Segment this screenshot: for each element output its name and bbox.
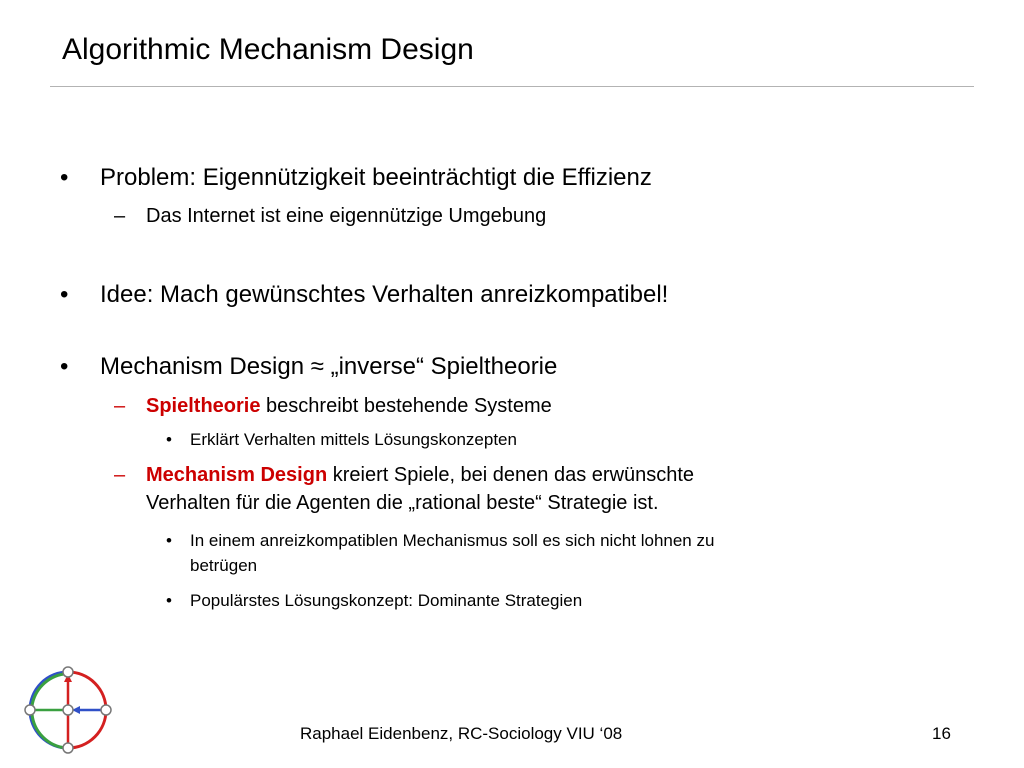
title-divider [50,86,974,87]
sub-bullet-rest: kreiert Spiele, bei denen das erwünschte [327,464,695,486]
logo-arc-red-top [68,672,106,710]
logo-arc-red-bottom [68,710,106,748]
bullet-text: Idee: Mach gewünschtes Verhalten anreizkompatibel! [100,281,669,308]
logo-arc-green [32,714,66,748]
logo-arc-blue-top [30,672,68,710]
sub-sub-bullet-text: In einem anreizkompatiblen Mechanismus soll es sich nicht lohnen zu [190,531,715,550]
bullet-marker: • [60,281,69,308]
page-number: 16 [932,724,951,743]
bullet-marker: • [166,531,172,550]
logo-node-right [101,705,111,715]
bullet-text: Problem: Eigennützigkeit beeinträchtigt die Effizienz [100,164,652,191]
logo-node-bottom [63,743,73,753]
sub-sub-bullet-continuation: betrügen [190,556,258,575]
sub-bullet-rest: beschreibt bestehende Systeme [260,395,552,417]
bullet-marker: • [60,353,69,380]
logo-node-center [63,705,73,715]
sub-bullet-continuation: Verhalten für die Agenten die „rational beste“ Strategie ist. [146,492,659,514]
dash-marker: – [114,395,126,417]
footer-author: Raphael Eidenbenz, RC-Sociology VIU ‘08 [300,724,623,743]
sub-bullet-text: Das Internet ist eine eigennützige Umgebung [146,205,547,227]
sub-sub-bullet-text: Erklärt Verhalten mittels Lösungskonzepten [190,430,517,449]
bullet-marker: • [166,430,172,449]
sub-bullet-text [146,393,552,419]
slide-title: Algorithmic Mechanism Design [62,33,474,66]
highlight-term: Mechanism Design [146,464,328,486]
dash-marker: – [114,205,126,227]
bullet-marker: • [60,164,69,191]
logo-arc-green-top [32,674,64,706]
dash-marker: – [114,464,126,486]
logo-node-left [25,705,35,715]
sub-bullet-text [146,462,694,488]
bullet-marker: • [166,591,172,610]
dcg-graph-logo-icon [22,664,114,756]
logo-node-top [63,667,73,677]
bullet-text: Mechanism Design ≈ „inverse“ Spieltheorie [100,353,558,380]
sub-sub-bullet-text: Populärstes Lösungskonzept: Dominante Strategien [190,591,583,610]
highlight-term: Spieltheorie [146,395,261,417]
